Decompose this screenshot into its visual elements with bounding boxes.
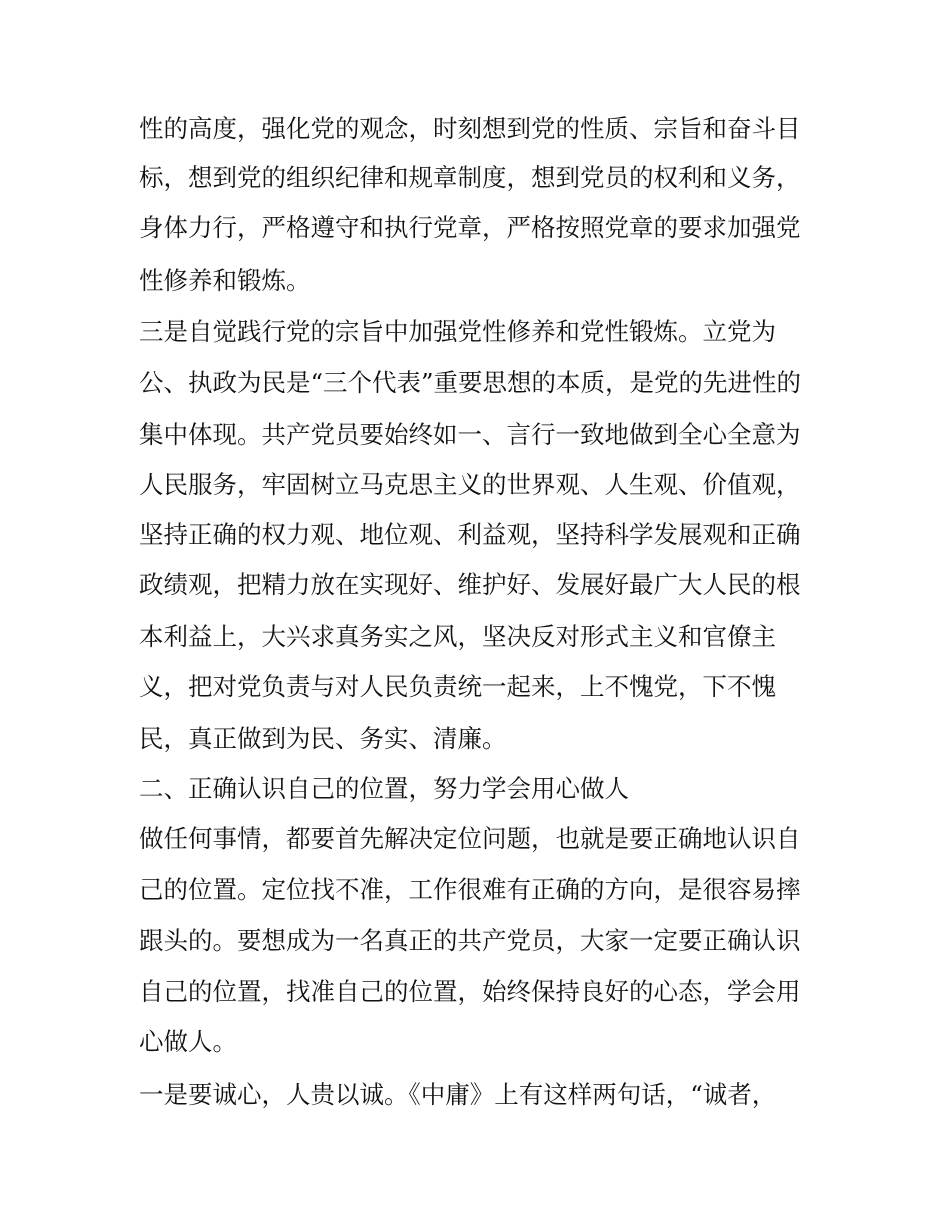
text-line: 坚持正确的权力观、地位观、利益观，坚持科学发展观和正确: [139, 520, 801, 549]
text-line: 己的位置。定位找不准，工作很难有正确的方向，是很容易摔: [139, 875, 801, 904]
text-line: 本利益上，大兴求真务实之风，坚决反对形式主义和官僚主: [139, 622, 776, 651]
text-line: 身体力行，严格遵守和执行党章，严格按照党章的要求加强党: [139, 213, 801, 242]
text-line: 民，真正做到为民、务实、清廉。: [139, 724, 507, 753]
text-line: 做任何事情，都要首先解决定位问题，也就是要正确地认识自: [139, 824, 801, 853]
text-line: 自己的位置，找准自己的位置，始终保持良好的心态，学会用: [139, 977, 801, 1006]
text-line: 心做人。: [139, 1027, 237, 1056]
text-line: 集中体现。共产党员要始终如一、言行一致地做到全心全意为: [139, 420, 801, 449]
text-line: 义，把对党负责与对人民负责统一起来，上不愧党，下不愧: [139, 672, 776, 701]
text-line: 性的高度，强化党的观念，时刻想到党的性质、宗旨和奋斗目: [139, 114, 801, 143]
text-line: 公、执政为民是“三个代表”重要思想的本质，是党的先进性的: [139, 368, 802, 397]
text-line: 政绩观，把精力放在实现好、维护好、发展好最广大人民的根: [139, 570, 801, 599]
text-line: 跟头的。要想成为一名真正的共产党员，大家一定要正确认识: [139, 926, 801, 955]
section-heading: 二、正确认识自己的位置，努力学会用心做人: [139, 774, 629, 803]
text-line: 性修养和锻炼。: [139, 266, 311, 295]
text-line: 标，想到党的组织纪律和规章制度，想到党员的权利和义务，: [139, 163, 801, 192]
text-line: 人民服务，牢固树立马克思主义的世界观、人生观、价值观，: [139, 470, 801, 499]
text-line: 三是自觉践行党的宗旨中加强党性修养和党性锻炼。立党为: [139, 317, 776, 346]
text-line: 一是要诚心，人贵以诚。《中庸》上有这样两句话，“诚者，: [139, 1080, 777, 1109]
